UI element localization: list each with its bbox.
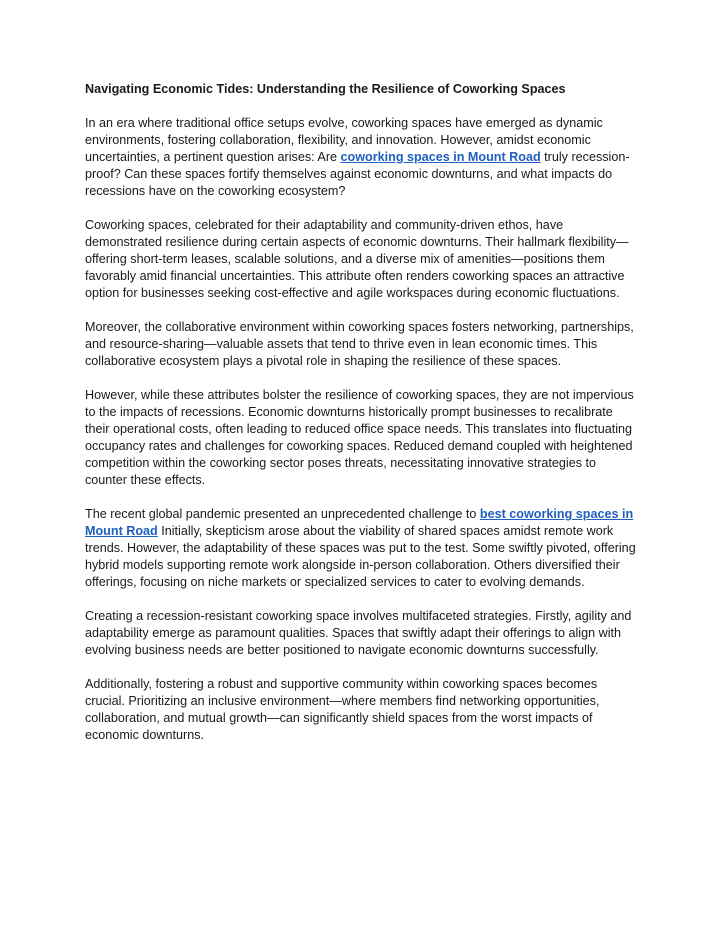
paragraph-strategies: Creating a recession-resistant coworking space involves multifaceted strategies. Firstly, agility and adaptability emerge as paramount qualities. Spaces that swiftly adapt their offerings to align with evolving business needs are better positioned to navigate economic downturns successfully. [85, 609, 632, 657]
paragraph-intro-text-after: truly recession-proof? Can these spaces fortify themselves against economic downturns, and what impacts do recessions have on the coworking ecosystem? [85, 150, 630, 198]
paragraph-collaboration: Moreover, the collaborative environment within coworking spaces fosters networking, partnerships, and resource-sharing—valuable assets that tend to thrive even in lean economic times. This collaborative ecosystem plays a pivotal role in shaping the resilience of these spaces. [85, 320, 634, 368]
paragraph-community: Additionally, fostering a robust and supportive community within coworking spaces becomes crucial. Prioritizing an inclusive environment—where members find networking opportunities, collaboration, and mutual growth—can significantly shield spaces from the worst impacts of economic downturns. [85, 677, 600, 742]
paragraph-pandemic-text-after: Initially, skepticism arose about the viability of shared spaces amidst remote work trends. However, the adaptability of these spaces was put to the test. Some swiftly pivoted, offering hybrid models supporting remote work alongside in-person collaboration. Others diversified their offerings, focusing on niche markets or specialized services to cater to evolving demands. [85, 524, 636, 589]
paragraph-pandemic-text-before: The recent global pandemic presented an unprecedented challenge to [85, 507, 480, 521]
document-page [85, 81, 640, 761]
best-coworking-spaces-link[interactable]: best coworking spaces in Mount Road [85, 507, 634, 538]
paragraph-recession-impact: However, while these attributes bolster the resilience of coworking spaces, they are not impervious to the impacts of recessions. Economic downturns historically prompt businesses to recalibrate their operational costs, often leading to reduced office space needs. This translates into fluctuating occupancy rates and challenges for coworking spaces. Reduced demand coupled with heightened competition within the coworking sector poses threats, necessitating innovative strategies to counter these effects. [85, 388, 634, 487]
coworking-spaces-link[interactable]: coworking spaces in Mount Road [340, 150, 541, 164]
paragraph-pandemic [85, 506, 640, 591]
document-title: Navigating Economic Tides: Understanding the Resilience of Coworking Spaces [85, 82, 566, 96]
paragraph-resilience: Coworking spaces, celebrated for their adaptability and community-driven ethos, have demonstrated resilience during certain aspects of economic downturns. Their hallmark flexibility—offering short-term leases, scalable solutions, and a diverse mix of amenities—positions them favorably amid financial uncertainties. This attribute often renders coworking spaces an attractive option for businesses seeking cost-effective and agile workspaces during economic fluctuations. [85, 218, 629, 300]
paragraph-intro [85, 115, 640, 200]
paragraph-intro-text-before: In an era where traditional office setups evolve, coworking spaces have emerged as dynamic environments, fostering collaboration, flexibility, and innovation. However, amidst economic uncertainties, a pertinent question arises: Are [85, 116, 603, 164]
